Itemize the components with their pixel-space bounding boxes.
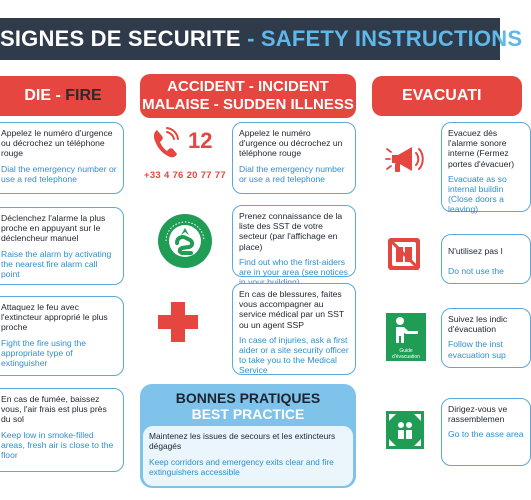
evacuation-header-text: EVACUATI [402, 87, 482, 104]
accident-header-french: MALAISE [142, 96, 210, 113]
fire-step-2 [0, 207, 124, 285]
accident-step-3-en: In case of injuries, ask a first aider or a site security officer to take you to the Medical Service [239, 334, 349, 376]
assembly-point-icon [386, 411, 424, 449]
accident-step-3-fr: En cas de blessures, faites vous accompagner au service médical par un SST ou un agent SSP [239, 289, 344, 330]
fire-step-4-en: Keep low in smoke-filled areas, fresh air is close to the floor [1, 429, 114, 461]
evacuation-step-3-en: Follow the inst evacuation sup [448, 339, 506, 360]
alarm-megaphone-icon [384, 138, 426, 180]
title-english: SAFETY INSTRUCTIONS [260, 26, 523, 51]
accident-header-line1: ACCIDENT - INCIDENT [167, 78, 329, 95]
accident-header-separator: - [209, 96, 223, 113]
fire-header-english: FIRE [65, 87, 102, 104]
title-bar [0, 18, 523, 60]
accident-step-2-fr: Prenez connaissance de la liste des SST de votre secteur (par l'affichage en place) [239, 211, 343, 252]
title-french: SIGNES DE SECURITE [0, 26, 241, 51]
evacuation-step-4-en: Go to the asse area [448, 429, 524, 440]
evacuation-header [372, 76, 522, 116]
accident-step-2-en: Find out who the first-aiders are in your area (see notices [239, 256, 348, 278]
evacuation-guide-icon [386, 313, 426, 361]
fire-step-3-fr: Attaquez le feu avec l'extincteur approprié le plus proche [1, 302, 108, 333]
fire-step-3-en: Fight the fire using the appropriate type of extinguisher [1, 337, 87, 369]
medical-cross-icon [156, 300, 200, 344]
fire-step-2-fr: Déclenchez l'alarme la plus proche en appuyant sur le déclencheur manuel [1, 213, 106, 244]
fire-step-1-en: Dial the emergency number or use a red telephone [1, 163, 117, 184]
sst-badge-icon [156, 212, 214, 270]
evacuation-step-2 [441, 234, 531, 284]
evacuation-step-3-fr: Suivez les indic d'évacuation [448, 314, 508, 335]
best-practice-fr: Maintenez les issues de secours et les extincteurs dégagés [149, 431, 336, 451]
fire-header-french: DIE [24, 87, 51, 104]
best-practice-title-en: BEST PRACTICE [191, 406, 305, 422]
accident-step-1 [232, 122, 356, 194]
best-practice-title-fr: BONNES PRATIQUES [175, 390, 321, 406]
no-elevator-icon [386, 236, 422, 272]
evacuation-step-1-en: Evacuate as so internal buildin (Close doors a leaving) [448, 173, 507, 215]
fire-header-separator: - [51, 87, 66, 104]
accident-step-1-en: Dial the emergency number or use a red telephone [239, 163, 345, 184]
emergency-short-number: 12 [188, 128, 213, 153]
best-practice-en: Keep corridors and emergency exits clear and fire extinguishers accessible [149, 457, 334, 477]
fire-step-2-en: Raise the alarm by activating the nearest fire alarm call point [1, 248, 112, 280]
fire-step-3 [0, 296, 124, 376]
evacuation-step-4-fr: Dirigez-vous ve rassemblemen [448, 404, 508, 425]
evacuation-step-2-en: Do not use the [448, 266, 504, 277]
accident-step-2 [232, 205, 356, 277]
fire-step-4 [0, 388, 124, 472]
page-title [0, 18, 523, 60]
evacuation-step-1 [441, 122, 531, 215]
accident-step-1-fr: Appelez le numéro d'urgence ou décrochez un téléphone rouge [239, 128, 343, 159]
evacuation-guide-caption: Guide d'évacuation [392, 348, 420, 360]
evacuation-step-2-fr: N'utilisez pas l [448, 246, 503, 256]
phone-icon [150, 126, 180, 160]
accident-header-english: SUDDEN ILLNESS [222, 96, 354, 113]
fire-step-1-fr: Appelez le numéro d'urgence ou décrochez un téléphone rouge [1, 128, 113, 159]
evacuation-step-3 [441, 308, 531, 368]
evacuation-step-4 [441, 398, 531, 466]
evacuation-step-1-fr: Evacuez dès l'alarme sonore interne (Fermez portes d'évacuer) [448, 128, 515, 169]
fire-step-4-fr: En cas de fumée, baissez vous, l'air frais est plus près du sol [1, 394, 107, 425]
emergency-long-number: +33 4 76 20 77 77 [144, 170, 226, 181]
accident-header [140, 74, 356, 118]
best-practice-card [143, 426, 353, 486]
accident-step-3 [232, 283, 356, 375]
fire-header [0, 76, 126, 116]
title-separator: - [240, 26, 261, 51]
fire-step-1 [0, 122, 124, 194]
